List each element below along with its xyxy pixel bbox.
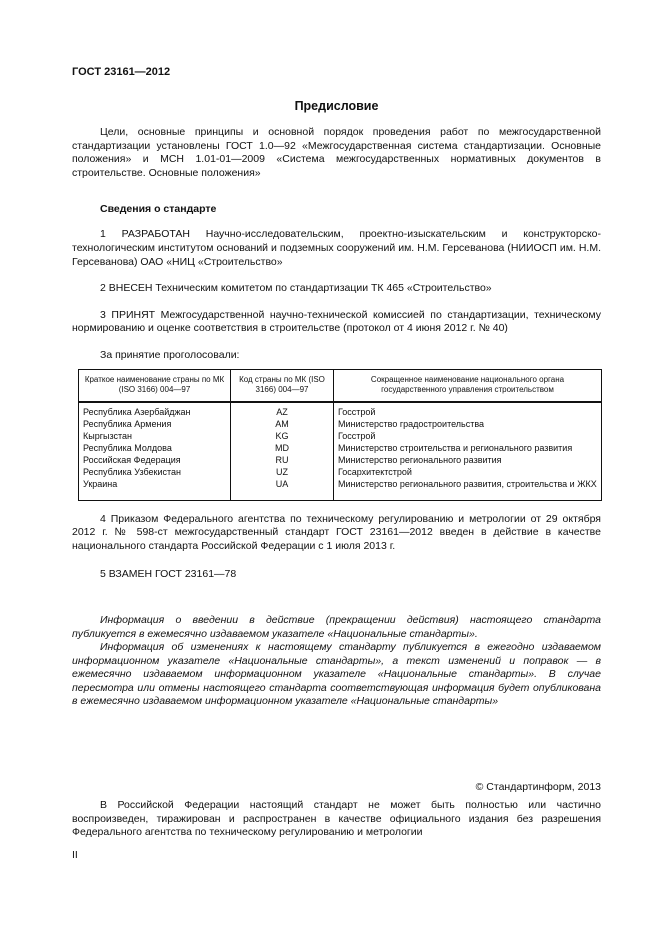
- cell-country: Республика Узбекистан: [79, 466, 231, 478]
- document-code: ГОСТ 23161—2012: [72, 66, 171, 78]
- item-enacted: 4 Приказом Федерального агентства по техническому регулированию и метрологии от 29 октября 2012 г. № 598-ст межгосударственный стандарт ГОСТ 23161—2012 введен в действие в качестве национального стандарта Российской Федерации с 1 июля 2013 г.: [72, 512, 601, 552]
- cell-code: AM: [231, 418, 334, 430]
- cell-code: KG: [231, 430, 334, 442]
- cell-agency: Министерство регионального развития, строительства и ЖКХ: [338, 478, 597, 489]
- item-developed: 1 РАЗРАБОТАН Научно-исследовательским, проектно-изыскательским и конструкторско-технологическим институтом оснований и подземных сооружений им. Н.М. Герсеванова (НИИОСП им. Н.М. Герсеванова) ОАО «НИЦ «Строительство»: [72, 228, 601, 268]
- cell-code: AZ: [231, 402, 334, 418]
- item-adopted: 3 ПРИНЯТ Межгосударственной научно-технической комиссией по стандартизации, техническому нормированию и оценке соответствия в строительстве (протокол от 4 июня 2012 г. № 40): [72, 308, 601, 335]
- cell-country: Республика Молдова: [79, 442, 231, 454]
- cell-code: MD: [231, 442, 334, 454]
- vote-intro-line: За принятие проголосовали:: [100, 348, 240, 361]
- intro-paragraph: Цели, основные принципы и основной порядок проведения работ по межгосударственной стандартизации установлены ГОСТ 1.0—92 «Межгосударственная система стандартизации. Основные положения» и МСН 1.01-01—2009 «Система межгосударственных нормативных документов в строительстве. Основные положения»: [72, 126, 601, 179]
- reproduction-disclaimer: В Российской Федерации настоящий стандарт не может быть полностью или частично воспроизведен, тиражирован и распространен в качестве официального издания без разрешения Федерального агентства по техническому регулированию и метрологии: [72, 799, 601, 839]
- table-row: [79, 402, 602, 418]
- table-row: [79, 454, 602, 466]
- cell-agency: Министерство регионального развития: [338, 454, 502, 465]
- table-row: [79, 466, 602, 478]
- table-row: [79, 418, 602, 430]
- table-row: [79, 430, 602, 442]
- cell-country: Российская Федерация: [79, 454, 231, 466]
- publication-notes: [72, 614, 601, 709]
- cell-code: RU: [231, 454, 334, 466]
- cell-country: Украина: [79, 478, 231, 501]
- table-header-agency: Сокращенное наименование национального органа государственного управления строительством: [334, 369, 602, 402]
- cell-agency: Госархитектстрой: [338, 466, 412, 477]
- page-number: II: [72, 849, 78, 861]
- vote-table: [78, 369, 602, 501]
- note-paragraph: Информация об изменениях к настоящему стандарту публикуется в ежегодно издаваемом информационном указателе «Национальные стандарты», а текст изменений и поправок — в ежемесячно издаваемом информационном указателе «Национальные стандарты». В случае пересмотра или отмены настоящего стандарта соответствующая информация будет опубликована в ежемесячно издаваемом информационном указателе «Национальные стандарты»: [72, 641, 601, 708]
- table-row: [79, 442, 602, 454]
- cell-agency: Госстрой: [338, 406, 376, 417]
- table-row: [79, 478, 602, 501]
- copyright-line: © Стандартинформ, 2013: [475, 781, 601, 793]
- cell-country: Кыргызстан: [79, 430, 231, 442]
- page-title: Предисловие: [294, 99, 379, 113]
- item-replaces: 5 ВЗАМЕН ГОСТ 23161—78: [100, 568, 237, 581]
- standard-info-heading: Сведения о стандарте: [100, 203, 217, 216]
- cell-code: UA: [231, 478, 334, 501]
- cell-agency: Министерство строительства и регионального развития: [338, 442, 573, 453]
- cell-country: Республика Азербайджан: [79, 402, 231, 418]
- cell-agency: Госстрой: [338, 430, 376, 441]
- item-submitted: 2 ВНЕСЕН Техническим комитетом по стандартизации ТК 465 «Строительство»: [100, 282, 492, 295]
- table-header-row: [79, 369, 602, 402]
- note-paragraph: Информация о введении в действие (прекращении действия) настоящего стандарта публикуется в ежемесячно издаваемом указателе «Национальные стандарты».: [72, 613, 601, 640]
- cell-agency: Министерство градостроительства: [338, 418, 485, 429]
- cell-country: Республика Армения: [79, 418, 231, 430]
- table-header-country: Краткое наименование страны по МК (ISO 3166) 004—97: [79, 369, 231, 402]
- cell-code: UZ: [231, 466, 334, 478]
- table-header-code: Код страны по МК (ISO 3166) 004—97: [231, 369, 334, 402]
